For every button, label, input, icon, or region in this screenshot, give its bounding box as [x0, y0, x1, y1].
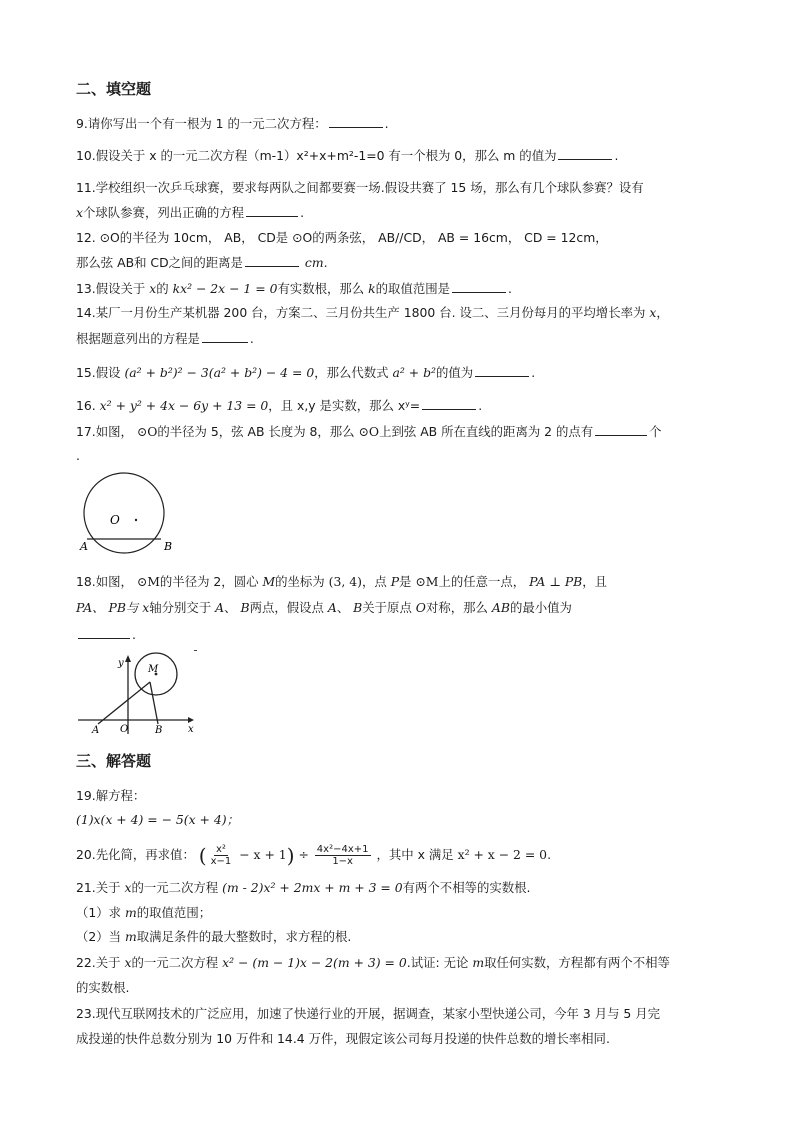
question-18-text: 的半径为 2，圆心: [159, 574, 259, 589]
line-pa: [98, 682, 150, 724]
question-9-text: 9.请你写出一个有一根为 1 的一元二次方程：: [76, 116, 327, 131]
question-14-text: 14.某厂一月份生产某机器 200 台，方案二、三月份共生产 1800 台. 设二、三月份每月的平均增长率为: [76, 305, 646, 320]
variable-x: x: [124, 880, 132, 895]
question-12-text: 那么弦 AB和 CD之间的距离是: [76, 255, 243, 270]
question-13-text: 的取值范围是: [375, 281, 451, 296]
question-10-text: 10.假设关于 x 的一元二次方程（m-1）x²+x+m²-1=0 有一个根为 0，那么 m 的值为: [76, 148, 557, 163]
question-19-equation: [76, 812, 239, 828]
label-x: x: [188, 724, 194, 735]
fraction-numerator: 4x²−4x+1: [316, 844, 369, 855]
question-14-line-2: 根据题意列出的方程是 .: [76, 331, 254, 346]
fraction-denominator: x−1: [210, 856, 232, 867]
question-13: 13.假设关于 x的 kx² − 2x − 1 = 0有实数根，那么 k的取值范围是 .: [76, 281, 512, 296]
question-18-prefix: 18.如图，: [76, 574, 133, 589]
circle-symbol: ⊙O: [358, 424, 380, 439]
point-p: P: [390, 574, 400, 589]
point-o: O: [415, 600, 426, 615]
equation: kx² − 2x − 1 = 0: [172, 281, 278, 296]
question-13-prefix: 13.假设关于: [76, 281, 146, 296]
unit-cm: cm.: [304, 255, 328, 270]
point-b: B: [353, 600, 363, 615]
question-18-text: ，点: [361, 574, 387, 589]
circle-symbol: ⊙O: [136, 424, 158, 439]
variable-m: m: [125, 905, 137, 920]
segments: PA、 PB与: [76, 600, 139, 615]
divide-sign: ÷: [298, 847, 309, 862]
question-22: [76, 955, 670, 971]
question-21: [76, 880, 531, 896]
question-18-text: 关于原点: [362, 600, 412, 615]
answer-blank[interactable]: [78, 626, 130, 639]
equation: (1)x(x + 4) = − 5(x + 4)；: [76, 812, 239, 827]
question-21-part-2: [76, 929, 351, 945]
question-17-dot: .: [76, 448, 80, 463]
answer-blank[interactable]: [246, 204, 298, 217]
question-12-line-2: [76, 254, 328, 271]
question-17-prefix: 17.如图，: [76, 424, 133, 439]
unit: 个: [649, 424, 662, 439]
question-18-text: 轴分别交于: [149, 600, 212, 615]
variable-x: x: [124, 955, 132, 970]
question-13-text: 有实数根，那么: [277, 281, 365, 296]
label-b: B: [155, 725, 163, 736]
question-23-line-2: 成投递的快件总数分别为 10 万件和 14.4 万件，现假定该公司每月投递的快件总数的增长率相同.: [76, 1031, 610, 1046]
answer-blank[interactable]: [475, 364, 529, 377]
question-18-text: 对称，那么: [425, 600, 488, 615]
variable-x: x: [149, 281, 157, 296]
question-18-text: 的坐标为: [275, 574, 325, 589]
question-18-line-1: [76, 574, 607, 590]
answer-blank[interactable]: [452, 280, 506, 293]
answer-blank[interactable]: [329, 115, 383, 128]
coordinate: (3, 4): [328, 574, 362, 589]
equation: x² − (m − 1)x − 2(m + 3) = 0: [222, 955, 407, 970]
question-18-text: 是: [399, 574, 412, 589]
label-o: O: [120, 724, 129, 735]
equation: x² + x − 2 = 0.: [457, 847, 552, 862]
center-dot: [135, 519, 137, 521]
question-16-prefix: 16.: [76, 398, 96, 413]
question-11-text: 个球队参赛，列出正确的方程: [83, 205, 245, 220]
answer-blank[interactable]: [422, 397, 476, 410]
question-22-text: 取任何实数，方程都有两个不相等: [484, 955, 670, 970]
question-23-line-1: 23.现代互联网技术的广泛应用，加速了快递行业的开展，据调查，某家小型快递公司，今年 3 月与 5 月完: [76, 1006, 661, 1021]
question-15: 15.假设 (a² + b²)² − 3(a² + b²) − 4 = 0，那么代数式 a² + b²的值为 .: [76, 365, 536, 380]
stray-mark: [194, 650, 197, 651]
section-title-fill-blank: 二、填空题: [76, 80, 152, 98]
label-m: M: [148, 664, 159, 675]
figure-17-circle: [76, 470, 186, 556]
question-21-text: 有两个不相等的实数根.: [402, 880, 531, 895]
question-18-text: 两点，假设点: [249, 600, 324, 615]
question-9: 9.请你写出一个有一根为 1 的一元二次方程： .: [76, 116, 389, 131]
question-21-prefix: 21.关于: [76, 880, 121, 895]
question-20-text: ，其中 x 满足: [376, 847, 454, 862]
circle-symbol: ⊙M: [136, 574, 160, 589]
figure-18-coordinate: [76, 652, 198, 736]
question-11-line-2: x个球队参赛，列出正确的方程 .: [76, 205, 305, 220]
equation: (m - 2)x² + 2mx + m + 3 = 0: [222, 880, 403, 895]
point-m: M: [262, 574, 276, 589]
question-14-text: 根据题意列出的方程是: [76, 331, 200, 346]
answer-blank[interactable]: [245, 254, 299, 267]
question-18-text: ，且: [582, 574, 608, 589]
label-y: y: [118, 658, 124, 669]
expression: − x + 1: [239, 847, 287, 862]
fraction-denominator: 1−x: [332, 856, 353, 867]
question-17: [76, 423, 662, 440]
question-10: 10.假设关于 x 的一元二次方程（m-1）x²+x+m²-1=0 有一个根为 0，那么 m 的值为 .: [76, 148, 619, 163]
circle-symbol: ⊙M: [415, 574, 439, 589]
question-22-prefix: 22.关于: [76, 955, 121, 970]
part-label: （2）当: [76, 929, 122, 944]
question-15-text: ，那么代数式: [314, 365, 389, 380]
question-18-text: 上的任意一点，: [438, 574, 526, 589]
question-21-text: 的取值范围；: [136, 905, 212, 920]
fraction-2: [315, 844, 371, 867]
label-o: O: [110, 513, 120, 527]
question-18-line-3: .: [76, 626, 136, 643]
fraction-1: [209, 844, 234, 867]
equation: (a² + b²)² − 3(a² + b²) − 4 = 0: [124, 365, 315, 380]
equation: x² + y² + 4x − 6y + 13 = 0: [99, 398, 269, 413]
question-16: 16. x² + y² + 4x − 6y + 13 = 0，且 x,y 是实数，那么 xʸ= .: [76, 398, 483, 413]
answer-blank[interactable]: [202, 330, 248, 343]
variable-x: x: [649, 305, 657, 320]
label-a: A: [92, 725, 100, 736]
question-17-text: 上到弦 AB 所在直线的距离为 2 的点有: [379, 424, 594, 439]
variable-x: x: [142, 600, 150, 615]
question-14-line-1: 14.某厂一月份生产某机器 200 台，方案二、三月份共生产 1800 台. 设二、三月份每月的平均增长率为 x，: [76, 305, 669, 320]
variable-x: x: [76, 205, 83, 220]
fraction-numerator: x²: [215, 844, 226, 855]
question-15-prefix: 15.假设: [76, 365, 121, 380]
section-title-solve: 三、解答题: [76, 752, 152, 770]
point-a: A: [215, 600, 225, 615]
question-22-text: 的一元二次方程: [131, 955, 219, 970]
point-b: B: [240, 600, 250, 615]
label-b: B: [164, 540, 173, 553]
answer-blank[interactable]: [558, 147, 612, 160]
expression: a² + b²: [392, 365, 437, 380]
question-19: 19.解方程：: [76, 788, 146, 803]
y-axis-arrow: [125, 655, 131, 662]
question-21-part-1: [76, 905, 211, 921]
question-20-prefix: 20.先化简，再求值：: [76, 847, 195, 862]
question-18-text: 、: [336, 600, 350, 615]
question-18-line-2: [76, 600, 572, 616]
question-11-line-1: 11.学校组织一次乒乓球赛，要求每两队之间都要赛一场.假设共赛了 15 场，那么有几个球队参赛？设有: [76, 180, 644, 195]
question-13-text: 的: [156, 281, 169, 296]
circle-o: [84, 473, 164, 553]
variable-m: m: [125, 929, 137, 944]
question-22-text: .试证: 无论: [406, 955, 469, 970]
question-20: 20.先化简，再求值： ( $\frac{\text{x²}}{x-1}$ − x + 1) ÷ $\frac{\text{4x²−4x+1}}{1-x}$ ，其中 x 满足 x² + x − 2 = 0.: [76, 843, 552, 868]
x-axis-arrow: [188, 717, 194, 723]
question-15-text: 的值为: [436, 365, 474, 380]
question-21-text: 取满足条件的最大整数时，求方程的根.: [136, 929, 352, 944]
perpendicular-expression: PA ⊥ PB: [529, 574, 583, 589]
question-17-text: 的半径为 5，弦 AB 长度为 8，那么: [157, 424, 355, 439]
label-a: A: [80, 540, 88, 553]
question-12-line-1: 12. ⊙O的半径为 10cm， AB， CD是 ⊙O的两条弦， AB//CD， AB = 16cm， CD = 12cm，: [76, 230, 608, 245]
segment-ab: AB: [491, 600, 510, 615]
part-label: （1）求: [76, 905, 122, 920]
question-18-text: 的最小值为: [509, 600, 572, 615]
point-a: A: [327, 600, 337, 615]
question-18-text: 、: [224, 600, 237, 615]
answer-blank[interactable]: [595, 423, 647, 436]
question-16-text: ，且 x,y 是实数，那么 xʸ=: [268, 398, 421, 413]
variable-k: k: [368, 281, 376, 296]
question-22-line-2: 的实数根.: [76, 980, 130, 995]
question-21-text: 的一元二次方程: [131, 880, 219, 895]
variable-m: m: [472, 955, 485, 970]
line-pb: [150, 682, 158, 724]
